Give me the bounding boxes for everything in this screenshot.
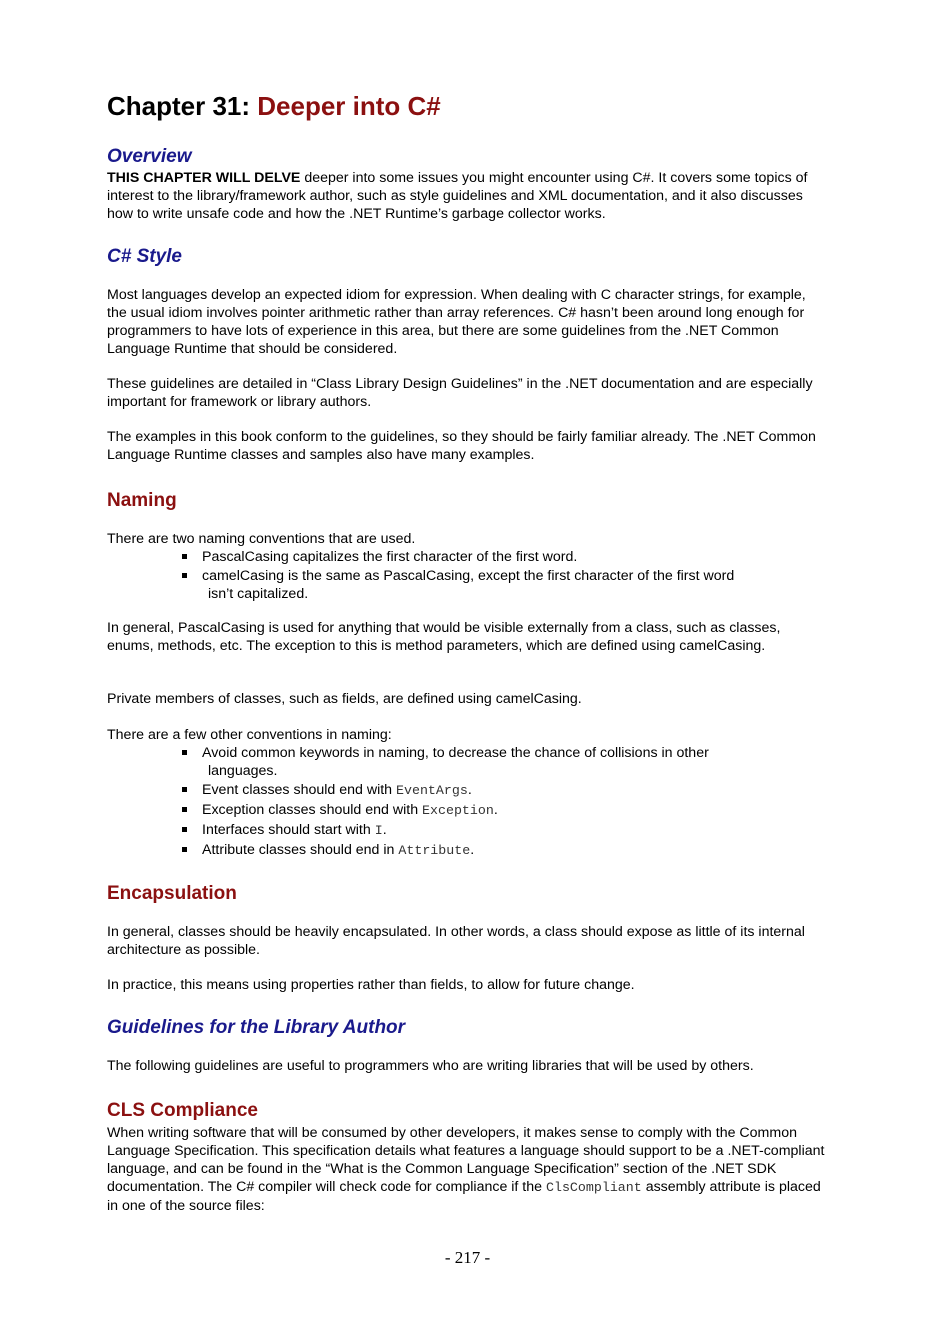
csharp-style-heading: C# Style bbox=[107, 246, 182, 267]
bullet-icon bbox=[182, 807, 187, 812]
list-item: Interfaces should start with I. bbox=[182, 821, 802, 840]
naming-other-list bbox=[182, 744, 802, 861]
overview-text: deeper into some issues you might encounter using C#. It covers some topics of interest to the library/framework author, such as style guidelines and XML documentation, and it also discusses how to write unsafe code and how the .NET Runtime’s garbage collector works. bbox=[107, 170, 808, 222]
guidelines-heading: Guidelines for the Library Author bbox=[107, 1017, 406, 1038]
naming-private-paragraph: Private members of classes, such as fields, are defined using camelCasing. bbox=[107, 691, 582, 707]
page-number: - 217 - bbox=[444, 1248, 491, 1267]
naming-intro: There are two naming conventions that are used. bbox=[107, 531, 416, 547]
code-snippet: EventArgs bbox=[396, 783, 468, 798]
overview-heading: Overview bbox=[107, 146, 192, 167]
chapter-name: Deeper into C# bbox=[257, 91, 441, 121]
overview-lead: THIS CHAPTER WILL DELVE bbox=[107, 170, 301, 186]
bullet-icon bbox=[182, 787, 187, 792]
csharp-style-paragraph-1: Most languages develop an expected idiom for expression. When dealing with C character strings, for example, the usual idiom involves pointer arithmetic rather than array references. C# hasn’t been around long enough for programmers to have lots of experience in this area, but there are some guidelines from the .NET Common Language Runtime that should be considered. bbox=[107, 287, 806, 357]
encapsulation-paragraph-2: In practice, this means using properties rather than fields, to allow for future change. bbox=[107, 977, 635, 993]
list-item: camelCasing is the same as PascalCasing, except the first character of the first word isn’t capitalized. bbox=[182, 567, 802, 603]
list-item: Exception classes should end with Exception. bbox=[182, 801, 802, 820]
naming-heading: Naming bbox=[107, 490, 177, 511]
chapter-title bbox=[107, 91, 829, 121]
list-item: PascalCasing capitalizes the first character of the first word. bbox=[182, 548, 802, 566]
list-item: Avoid common keywords in naming, to decrease the chance of collisions in other languages. bbox=[182, 744, 802, 780]
naming-other-intro: There are a few other conventions in naming: bbox=[107, 727, 392, 743]
code-snippet: ClsCompliant bbox=[545, 1180, 642, 1195]
bullet-icon bbox=[182, 750, 187, 755]
code-snippet: I bbox=[374, 823, 383, 838]
code-snippet: Exception bbox=[422, 803, 494, 818]
overview-paragraph bbox=[107, 169, 829, 223]
chapter-prefix: Chapter 31: bbox=[107, 91, 258, 121]
bullet-icon bbox=[182, 554, 187, 559]
code-snippet: Attribute bbox=[398, 843, 471, 858]
list-item: Attribute classes should end in Attribute. bbox=[182, 841, 802, 860]
encapsulation-paragraph-1: In general, classes should be heavily encapsulated. In other words, a class should expose as little of its internal architecture as possible. bbox=[107, 924, 805, 958]
bullet-icon bbox=[182, 827, 187, 832]
cls-compliance-heading: CLS Compliance bbox=[107, 1100, 258, 1121]
csharp-style-paragraph-3: The examples in this book conform to the guidelines, so they should be fairly familiar already. The .NET Common Language Runtime classes and samples also have many examples. bbox=[107, 429, 816, 463]
naming-general-paragraph: In general, PascalCasing is used for anything that would be visible externally from a class, such as classes, enums, methods, etc. The exception to this is method parameters, which are defined using camelCasing. bbox=[107, 620, 781, 654]
list-item: Event classes should end with EventArgs. bbox=[182, 781, 802, 800]
csharp-style-paragraph-2: These guidelines are detailed in “Class Library Design Guidelines” in the .NET documentation and are especially important for framework or library authors. bbox=[107, 376, 813, 410]
naming-conventions-list bbox=[182, 548, 802, 604]
bullet-icon bbox=[182, 847, 187, 852]
guidelines-paragraph: The following guidelines are useful to programmers who are writing libraries that will be used by others. bbox=[107, 1058, 754, 1074]
encapsulation-heading: Encapsulation bbox=[107, 883, 237, 904]
cls-compliance-paragraph: When writing software that will be consumed by other developers, it makes sense to comply with the Common Language Specification. This specification details what features a language should support to be a .NET-compliant language, and can be found in the “What is the Common Language Specification” section of the .NET SDK documentation. The C# compiler will check code for compliance if the ClsCompliant assembly attribute is placed in one of the source files: bbox=[107, 1125, 825, 1214]
bullet-icon bbox=[182, 573, 187, 578]
